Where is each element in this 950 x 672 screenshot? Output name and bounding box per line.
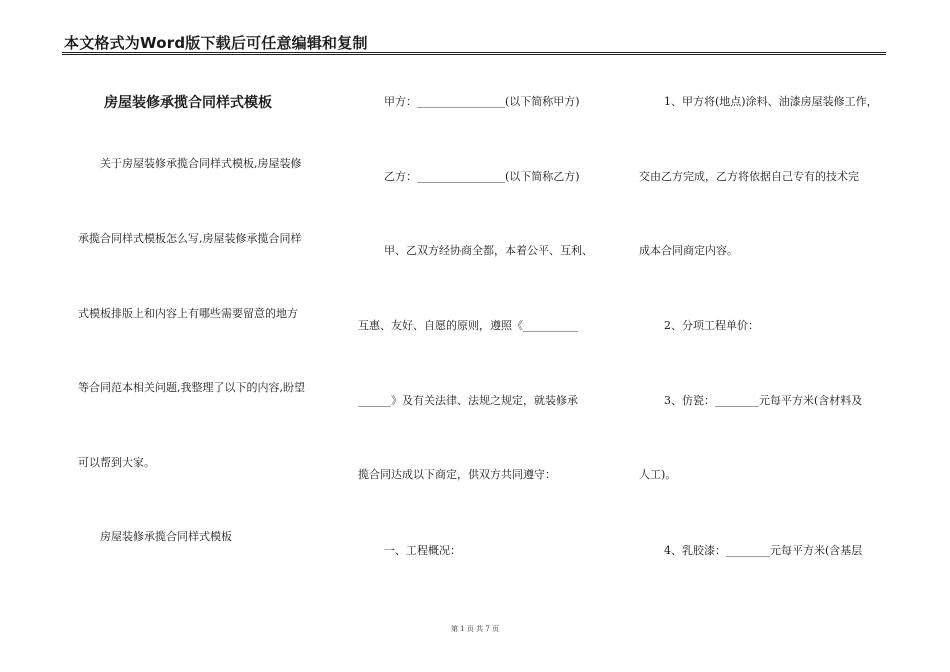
paragraph-line: 4、乳胶漆：________元每平方米(含基层 [664,544,863,557]
subheading-line: 房屋装修承揽合同样式模板 [100,530,232,543]
paragraph-line: 揽合同达成以下商定，供双方共同遵守： [358,468,556,481]
document-header-title: 本文格式为Word版下载后可任意编辑和复制 [64,34,368,52]
paragraph-line: 1、甲方将(地点)涂料、油漆房屋装修工作， [664,95,878,108]
paragraph-line: 承揽合同样式模板怎么写,房屋装修承揽合同样 [78,232,302,245]
paragraph-line: 2、分项工程单价： [664,319,759,332]
document-heading: 房屋装修承揽合同样式模板 [104,95,272,111]
paragraph-line: 互惠、友好、自愿的原则，遵照《__________ [358,319,578,332]
paragraph-line: 成本合同商定内容。 [639,244,738,257]
party-a-line: 甲方：________________(以下简称甲方) [384,95,580,108]
paragraph-line: 甲、乙双方经协商全都，本着公平、互利、 [384,244,593,257]
paragraph-line: 关于房屋装修承揽合同样式模板,房屋装修 [100,157,302,170]
header-rule-top [62,52,886,53]
header-rule-bottom [62,54,886,55]
paragraph-line: 人工)。 [639,468,677,481]
paragraph-line: 3、仿瓷：________元每平方米(含材料及 [664,394,863,407]
page-number-footer: 第 1 页 共 7 页 [450,625,500,633]
section-heading-line: 一、工程概况： [384,544,461,557]
paragraph-line: 等合同范本相关问题,我整理了以下的内容,盼望 [78,381,305,394]
party-b-line: 乙方：________________(以下简称乙方) [384,170,580,183]
paragraph-line: 交由乙方完成，乙方将依据自己专有的技术完 [639,170,859,183]
paragraph-line: ______》及有关法律、法规之规定，就装修承 [358,394,578,407]
paragraph-line: 式模板排版上和内容上有哪些需要留意的地方 [78,307,298,320]
paragraph-line: 可以帮到大家。 [78,456,155,469]
